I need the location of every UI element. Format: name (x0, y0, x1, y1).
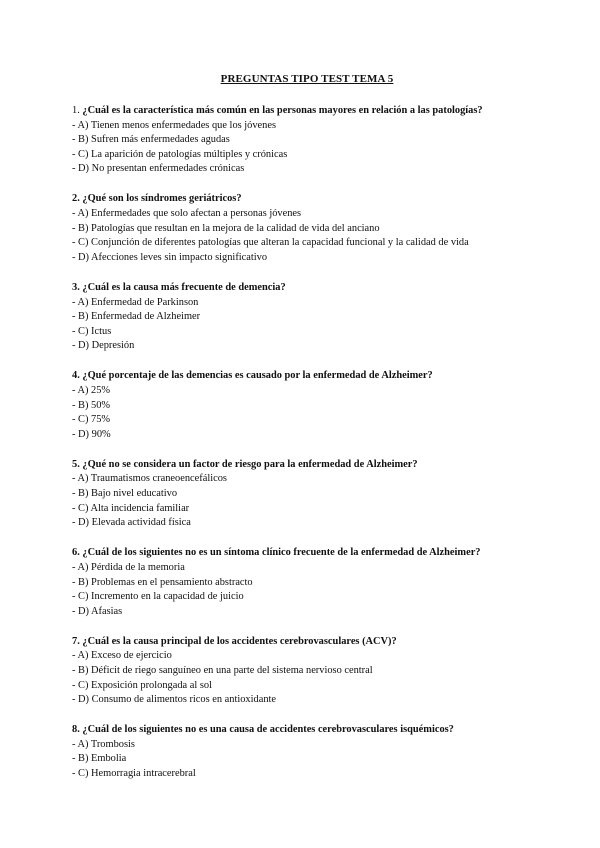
option-c: - C) Hemorragia intracerebral (72, 768, 196, 780)
question-text: ¿Cuál es la característica más común en las personas mayores en relación a las patologías? (82, 105, 483, 116)
question-text: ¿Qué porcentaje de las demencias es causado por la enfermedad de Alzheimer? (82, 370, 433, 382)
question-text: ¿Cuál de los siguientes no es una causa de accidentes cerebrovasculares isquémicos? (82, 724, 454, 736)
option-a: - A) Pérdida de la memoria (72, 561, 185, 573)
question-4-header (72, 369, 542, 384)
question-8 (72, 723, 542, 781)
question-8-header (72, 723, 542, 738)
option-d: - D) Elevada actividad física (72, 517, 191, 529)
option-b: - B) Bajo nivel educativo (72, 488, 178, 500)
question-2-header (72, 192, 542, 207)
option-d: - D) No presentan enfermedades crónicas (72, 163, 245, 175)
option-d: - D) Afasias (72, 605, 123, 617)
question-1-header (72, 104, 542, 119)
option-a: - A) 25% (72, 385, 111, 396)
question-5 (72, 458, 542, 531)
option-c: - C) La aparición de patologías múltiples y crónicas (72, 148, 288, 160)
option-b: - B) Sufren más enfermedades agudas (72, 134, 230, 146)
option-a: - A) Exceso de ejercicio (72, 650, 172, 662)
option-d: - D) Consumo de alimentos ricos en antioxidante (72, 694, 277, 706)
question-number: 3. (72, 281, 80, 293)
option-d: - D) 90% (72, 428, 111, 440)
question-7 (72, 635, 542, 708)
option-c: - C) Incremento en la capacidad de juicio (72, 591, 244, 603)
option-a: - A) Traumatismos craneoencefálicos (72, 473, 227, 485)
question-number: 5. (72, 458, 80, 470)
option-b: - B) Enfermedad de Alzheimer (72, 311, 201, 323)
option-b: - B) Patologías que resultan en la mejora de la calidad de vida del anciano (72, 222, 380, 234)
question-6 (72, 546, 542, 619)
option-b: - B) 50% (72, 399, 111, 411)
option-b: - B) Problemas en el pensamiento abstracto (72, 576, 253, 588)
option-a: - A) Trombosis (72, 738, 135, 750)
option-a: - A) Enfermedades que solo afectan a personas jóvenes (72, 208, 302, 220)
option-c: - C) Alta incidencia familiar (72, 502, 190, 514)
question-3 (72, 281, 542, 354)
option-d: - D) Afecciones leves sin impacto significativo (72, 251, 268, 263)
document-page (72, 72, 542, 797)
option-d: - D) Depresión (72, 340, 135, 352)
question-text: ¿Cuál es la causa principal de los accidentes cerebrovasculares (ACV)? (82, 635, 397, 647)
question-number: 1. (72, 105, 80, 116)
option-c: - C) Conjunción de diferentes patologías que alteran la capacidad funcional y la calidad de vida (72, 237, 469, 249)
question-text: ¿Cuál de los siguientes no es un síntoma clínico frecuente de la enfermedad de Alzheimer? (82, 547, 481, 559)
option-a: - A) Tienen menos enfermedades que los jóvenes (72, 119, 277, 131)
question-number: 8. (72, 724, 80, 736)
option-b: - B) Embolia (72, 753, 127, 765)
question-number: 4. (72, 370, 80, 382)
option-b: - B) Déficit de riego sanguíneo en una parte del sistema nervioso central (72, 665, 373, 676)
question-number: 7. (72, 635, 80, 647)
question-5-header (72, 458, 542, 473)
question-2 (72, 192, 542, 265)
option-c: - C) Exposición prolongada al sol (72, 679, 212, 691)
option-c: - C) Ictus (72, 325, 112, 337)
question-text: ¿Qué son los síndromes geriátricos? (82, 193, 242, 205)
option-c: - C) 75% (72, 414, 111, 426)
question-1 (72, 104, 542, 177)
option-a: - A) Enfermedad de Parkinson (72, 296, 199, 308)
question-7-header (72, 635, 542, 650)
question-number: 2. (72, 193, 80, 205)
question-4 (72, 369, 542, 442)
question-3-header (72, 281, 542, 296)
page-title: PREGUNTAS TIPO TEST TEMA 5 (220, 73, 394, 85)
question-text: ¿Qué no se considera un factor de riesgo para la enfermedad de Alzheimer? (82, 458, 418, 470)
question-text: ¿Cuál es la causa más frecuente de demencia? (82, 281, 286, 293)
question-number: 6. (72, 547, 80, 559)
question-6-header (72, 546, 542, 561)
